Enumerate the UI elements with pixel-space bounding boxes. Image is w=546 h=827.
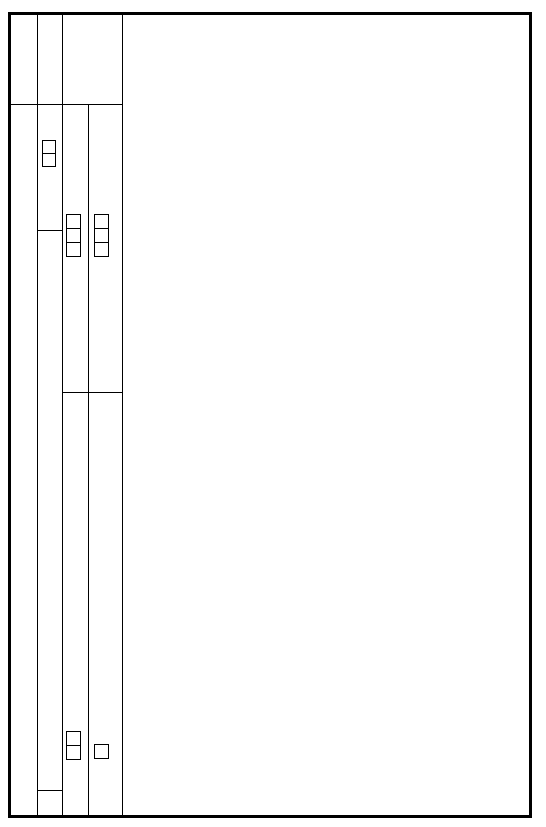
header-divider-1 (37, 12, 38, 818)
section-divider-left (88, 393, 89, 818)
programa-box-3[interactable] (94, 214, 109, 229)
header-divider-2 (62, 12, 63, 818)
servicio-box-3[interactable] (66, 214, 81, 229)
section-divider-mid (62, 392, 122, 393)
articulo-box[interactable] (94, 744, 109, 759)
header-mid-divider (37, 230, 62, 231)
servicio-box-1[interactable] (66, 242, 81, 257)
form-frame (8, 12, 532, 818)
programa-box-2[interactable] (94, 228, 109, 243)
programa-box-1[interactable] (94, 242, 109, 257)
header-right-hline (62, 12, 63, 105)
section-divider-right (88, 105, 89, 393)
seccion-box-1[interactable] (66, 745, 81, 760)
sheet-number-box-1[interactable] (42, 153, 56, 167)
sheet-number-box-2[interactable] (42, 140, 56, 154)
servicio-box-2[interactable] (66, 228, 81, 243)
header-left-divider (37, 790, 62, 791)
header-right-divider (8, 104, 122, 105)
table-top-line (122, 12, 123, 818)
seccion-box-2[interactable] (66, 731, 81, 746)
